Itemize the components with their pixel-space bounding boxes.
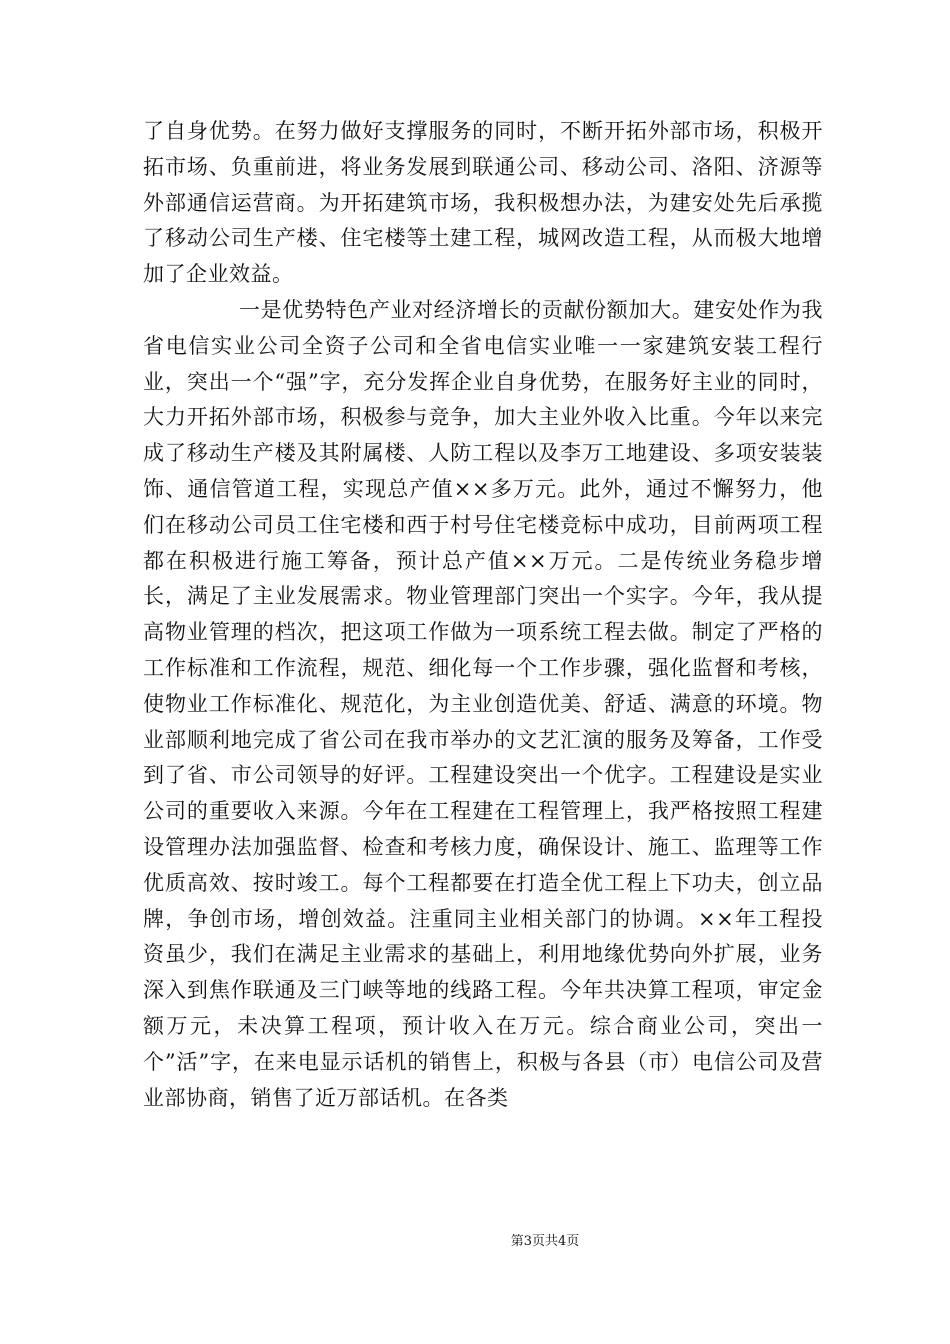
page-number-footer: 第3页共4页 bbox=[510, 1234, 580, 1249]
paragraph-1: 了自身优势。在努力做好支撑服务的同时，不断开拓外部市场，积极开拓市场、负重前进，将业务发展到联通公司、移动公司、洛阳、济源等外部通信运营商。为开拓建筑市场，我积极想办法，为建安处先后承揽了移动公司生产楼、住宅楼等土建工程，城网改造工程，从而极大地增加了企业效益。 bbox=[143, 119, 823, 287]
paragraph-2: 一是优势特色产业对经济增长的贡献份额加大。建安处作为我省电信实业公司全资子公司和全省电信实业唯一一家建筑安装工程行业，突出一个“强”字，充分发挥企业自身优势，在服务好主业的同时，大力开拓外部市场，积极参与竞争，加大主业外收入比重。今年以来完成了移动生产楼及其附属楼、人防工程以及李万工地建设、多项安装装饰、通信管道工程，实现总产值××多万元。此外，通过不懈努力，他们在移动公司员工住宅楼和西于村号住宅楼竞标中成功，目前两项工程都在积极进行施工筹备，预计总产值××万元。二是传统业务稳步增长，满足了主业发展需求。物业管理部门突出一个实字。今年，我从提高物业管理的档次，把这项工作做为一项系统工程去做。制定了严格的工作标准和工作流程，规范、细化每一个工作步骤，强化监督和考核，使物业工作标准化、规范化，为主业创造优美、舒适、满意的环境。物业部顺利地完成了省公司在我市举办的文艺汇演的服务及筹备，工作受到了省、市公司领导的好评。工程建设突出一个优字。工程建设是实业公司的重要收入来源。今年在工程建在工程管理上，我严格按照工程建设管理办法加强监督、检查和考核力度，确保设计、施工、监理等工作优质高效、按时竣工。每个工程都要在打造全优工程上下功夫，创立品牌，争创市场，增创效益。注重同主业相关部门的协调。××年工程投资虽少，我们在满足主业需求的基础上，利用地缘优势向外扩展，业务深入到焦作联通及三门峡等地的线路工程。今年共决算工程项，审定金额万元，未决算工程项，预计收入在万元。综合商业公司，突出一个”活”字，在来电显示话机的销售上，积极与各县（市）电信公司及营业部协商，销售了近万部话机。在各类 bbox=[143, 297, 823, 1110]
body-text bbox=[143, 114, 823, 1116]
